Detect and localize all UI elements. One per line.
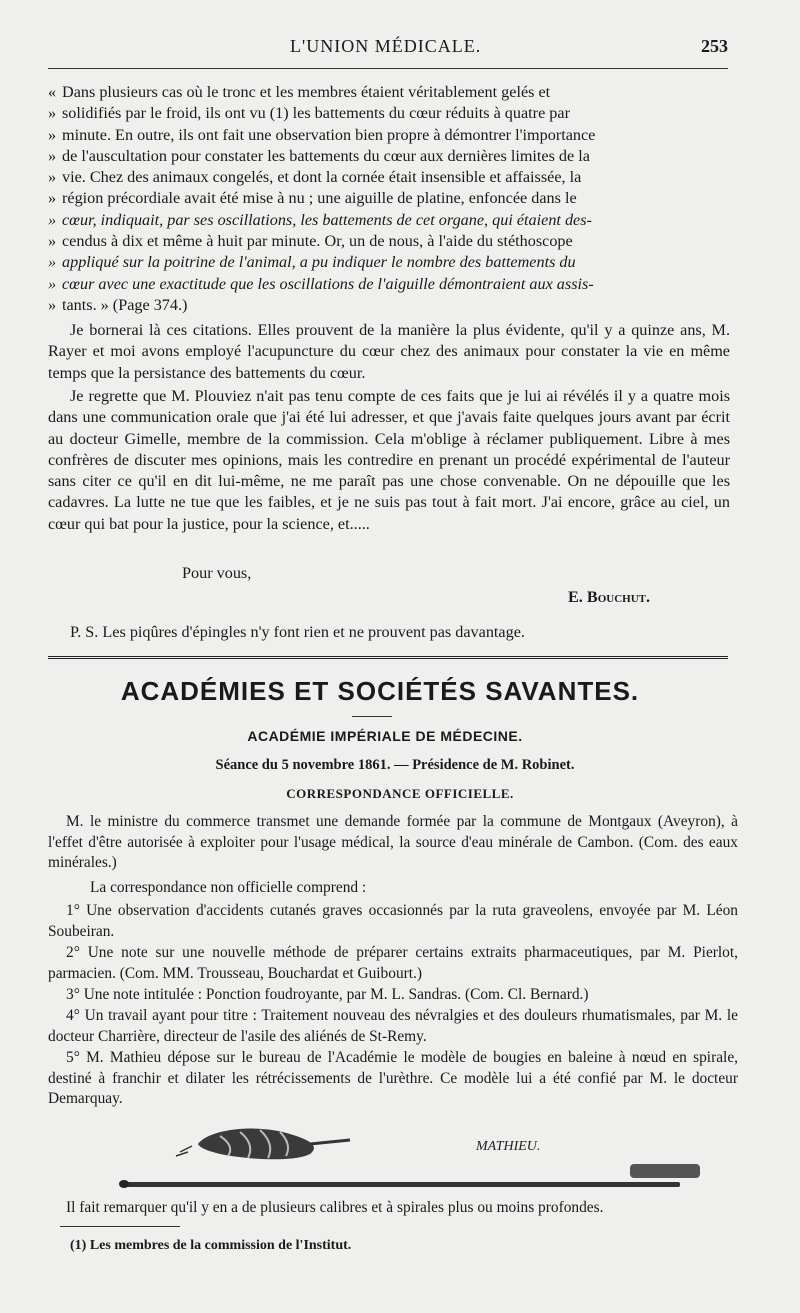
title-underline xyxy=(352,716,392,717)
bougie-illustration xyxy=(110,1116,710,1196)
quote-line: » cœur avec une exactitude que les oscillations de l'aiguille démontraient aux assis- xyxy=(48,274,594,293)
bougie-drawing xyxy=(110,1116,710,1196)
quote-line: » de l'auscultation pour constater les battements du cœur aux dernières limites de la xyxy=(48,146,590,165)
paragraph-citations: Je bornerai là ces citations. Elles prouvent de la manière la plus évidente, qu'il y a quinze ans, M. Rayer et moi avons employé l'acupuncture du cœur chez des animaux pour constater la vie en même temps que la persistance des battements du cœur. xyxy=(48,321,730,382)
quote-line: » cœur, indiquait, par ses oscillations, les battements de cet organe, qui étaient des- xyxy=(48,210,592,229)
quotation-block xyxy=(48,82,730,316)
quote-line: » cendus à dix et même à huit par minute. Or, un de nous, à l'aide du stéthoscope xyxy=(48,232,573,251)
quote-line: » région précordiale avait été mise à nu ; une aiguille de platine, enfoncée dans le xyxy=(48,189,577,208)
closing-salutation: Pour vous, xyxy=(182,564,252,582)
correspondence-item: 4° Un travail ayant pour titre : Traitement nouveau des névralgies et des douleurs rhumatismales, par M. le docteur Charrière, directeur de l'asile des aliénés de St-Remy. xyxy=(48,1007,738,1045)
correspondence-item: 5° M. Mathieu dépose sur le bureau de l'Académie le modèle de bougies en baleine à nœud en spirale, destiné à franchir et dilater les rétrécissements de l'urèthre. Ce modèle lui a été confié par M. le docteur Demarquay. xyxy=(48,1049,738,1107)
figure-label: MATHIEU. xyxy=(476,1139,541,1154)
correspondence-item: 2° Une note sur une nouvelle méthode de préparer certains extraits pharmaceutiques, par M. Pierlot, parmacien. (Com. MM. Trousseau, Bouchardat et Guibourt.) xyxy=(48,944,738,982)
journal-title: L'UNION MÉDICALE. xyxy=(290,36,482,56)
section-rule xyxy=(48,656,728,662)
quote-line: « Dans plusieurs cas où le tronc et les membres étaient véritablement gelés et xyxy=(48,83,551,101)
correspondence-heading: CORRESPONDANCE OFFICIELLE. xyxy=(286,786,514,801)
running-header xyxy=(48,36,728,62)
footnote: (1) Les membres de la commission de l'Institut. xyxy=(70,1238,352,1253)
academy-heading: ACADÉMIE IMPÉRIALE DE MÉDECINE. xyxy=(247,728,523,744)
section-title: ACADÉMIES ET SOCIÉTÉS SAVANTES. xyxy=(120,676,640,706)
paragraph-regret: Je regrette que M. Plouviez n'ait pas tenu compte de ces faits que je lui ai révélés il y a quatre mois dans une communication orale que j'ai été lui adresser, et que j'avais faite quelques jours avant par écrit au docteur Gimelle, membre de la commission. Cela m'oblige à réclamer publiquement. Libre à mes confrères de discuter mes opinions, mais les contredire en prenant un procédé expérimental de l'auteur sans citer ce qu'il en dit lui-même, ne me paraît pas une chose convenable. On ne dépouille que les cadavres. La lutte ne tue que les faibles, et je ne suis pas tout à fait mort. J'ai encore, grâce au ciel, un cœur qui bat pour la justice, pour la science, et..... xyxy=(48,387,730,533)
footnote-rule xyxy=(60,1226,180,1227)
quote-line: » tants. » (Page 374.) xyxy=(48,295,188,314)
correspondence-item: 1° Une observation d'accidents cutanés graves occasionnés par la ruta graveolens, envoyée par M. Léon Soubeiran. xyxy=(48,902,738,940)
quote-line: » minute. En outre, ils ont fait une observation bien propre à démontrer l'importance xyxy=(48,125,596,144)
quote-line: » solidifiés par le froid, ils ont vu (1) les battements du cœur réduits à quatre par xyxy=(48,104,570,123)
signature: E. Bouchut. xyxy=(568,588,651,606)
correspondence-item: 3° Une note intitulée : Ponction foudroyante, par M. L. Sandras. (Com. Cl. Bernard.) xyxy=(66,986,589,1003)
postscript: P. S. Les piqûres d'épingles n'y font rien et ne prouvent pas davantage. xyxy=(70,623,525,641)
header-rule xyxy=(48,68,728,69)
figure-note: Il fait remarquer qu'il y en a de plusieurs calibres et à spirales plus ou moins profondes. xyxy=(66,1199,604,1216)
quote-line: » appliqué sur la poitrine de l'animal, a pu indiquer le nombre des battements du xyxy=(48,253,576,272)
seance-line: Séance du 5 novembre 1861. — Présidence de M. Robinet. xyxy=(215,757,575,773)
quote-line: » vie. Chez des animaux congelés, et dont la cornée était insensible et affaissée, la xyxy=(48,168,582,187)
official-correspondence: M. le ministre du commerce transmet une demande formée par la commune de Montgaux (Aveyron), à l'effet d'être autorisée à exploiter pour l'usage médical, la source d'eau minérale de Cambon. (Com. des eaux minérales.) xyxy=(48,813,738,871)
page-number: 253 xyxy=(701,36,728,56)
nonofficial-intro: La correspondance non officielle comprend : xyxy=(90,879,367,896)
